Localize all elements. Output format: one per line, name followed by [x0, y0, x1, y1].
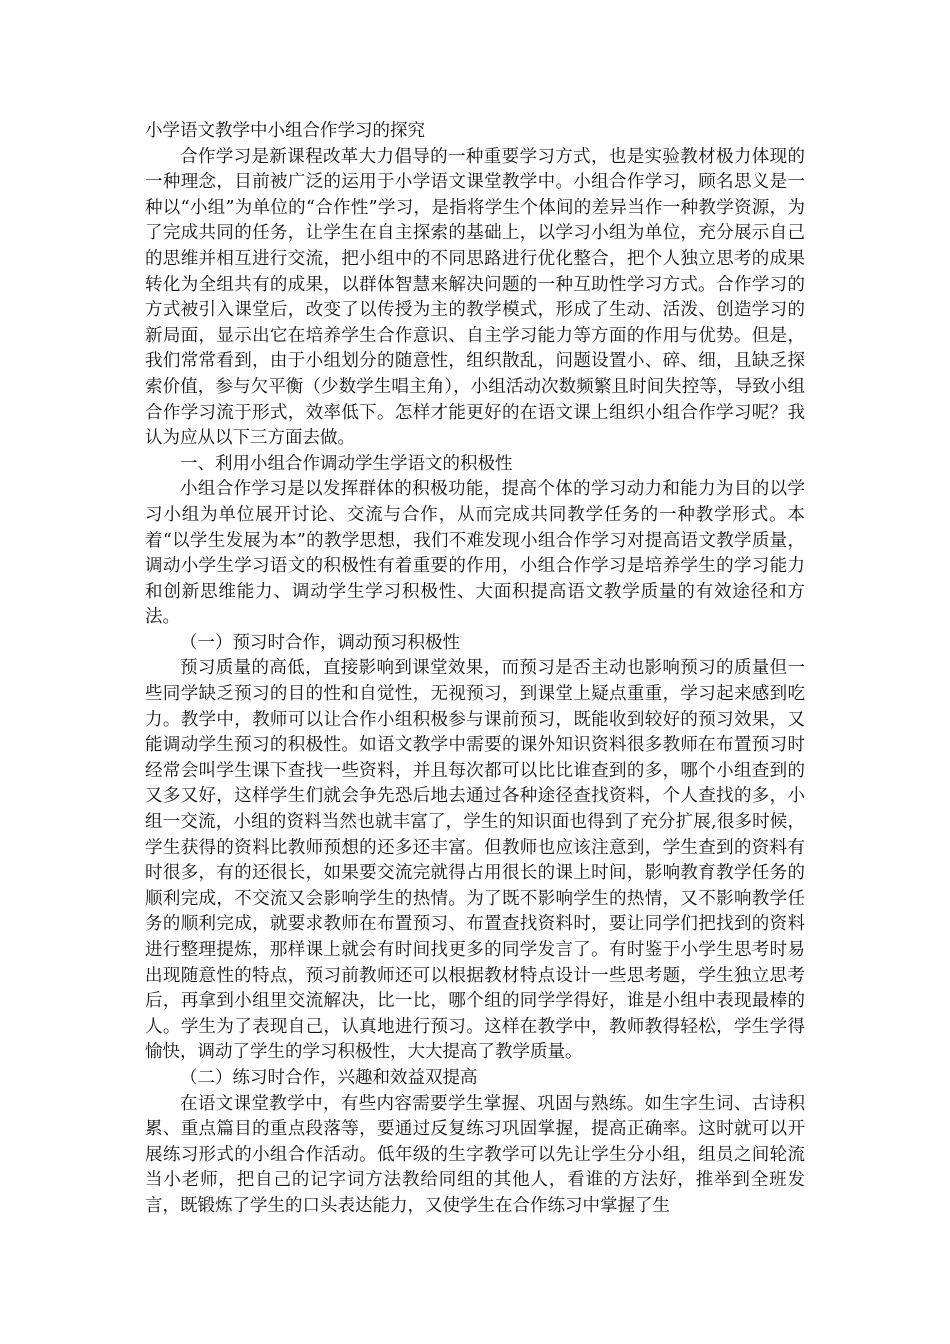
subsection-heading-1: （一）预习时合作，调动预习积极性: [180, 632, 460, 653]
paragraph-section-1: 小组合作学习是以发挥群体的积极功能，提高个体的学习动力和能力为目的以学习小组为单位展开讨论、交流与合作，从而完成共同教学任务的一种教学形式。本着“以学生发展为本”的教学思想，我们不难发现小组合作学习对提高语文教学质量，调动小学生学习语文的积极性有着重要的作用，小组合作学习是培养学生的学习能力和创新思维能力、调动学生学习积极性、大面积提高语文教学质量的有效途径和方法。: [145, 479, 805, 628]
subsection-heading-2: （二）练习时合作，兴趣和效益双提高: [180, 1067, 478, 1088]
section-heading-1: 一、利用小组合作调动学生学语文的积极性: [180, 453, 513, 474]
paragraph-preview: 预习质量的高低，直接影响到课堂效果，而预习是否主动也影响预习的质量但一些同学缺乏预习的目的性和自觉性，无视预习，到课堂上疑点重重，学习起来感到吃力。教学中，教师可以让合作小组积极参与课前预习，既能收到较好的预习效果，又能调动学生预习的积极性。如语文教学中需要的课外知识资料很多教师在布置预习时经常会叫学生课下查找一些资料，并且每次都可以比比谁查到的多，哪个小组查到的又多又好，这样学生们就会争先恐后地去通过各种途径查找资料，个人查找的多，小组一交流，小组的资料当然也就丰富了，学生的知识面也得到了充分扩展,很多时候，学生获得的资料比教师预想的还多还丰富。但教师也应该注意到，学生查到的资料有时很多，有的还很长，如果要交流完就得占用很长的课上时间，影响教育教学任务的顺利完成，不交流又会影响学生的热情。为了既不影响学生的热情，又不影响教学任务的顺利完成，就要求教师在布置预习、布置查找资料时，要让同学们把找到的资料进行整理提炼，那样课上就会有时间找更多的同学发言了。有时鉴于小学生思考时易出现随意性的特点，预习前教师还可以根据教材特点设计一些思考题，学生独立思考后，再拿到小组里交流解决，比一比，哪个组的同学学得好，谁是小组中表现最棒的人。学生为了表现自己，认真地进行预习。这样在教学中，教师教得轻松，学生学得愉快，调动了学生的学习积极性，大大提高了教学质量。: [145, 658, 805, 1063]
paragraph-intro: 合作学习是新课程改革大力倡导的一种重要学习方式，也是实验教材极力体现的一种理念，目前被广泛的运用于小学语文课堂教学中。小组合作学习，顾名思义是一种以“小组”为单位的“合作性”学习，是指将学生个体间的差异当作一种教学资源，为了完成共同的任务，让学生在自主探索的基础上，以学习小组为单位，充分展示自己的思维并相互进行交流，把小组中的不同思路进行优化整合，把个人独立思考的成果转化为全组共有的成果，以群体智慧来解决问题的一种互助性学习方式。合作学习的方式被引入课堂后，改变了以传授为主的教学模式，形成了生动、活泼、创造学习的新局面，显示出它在培养学生合作意识、自主学习能力等方面的作用与优势。但是，我们常常看到，由于小组划分的随意性，组织散乱，问题设置小、碎、细，且缺乏探索价值，参与欠平衡（少数学生唱主角），小组活动次数频繁且时间失控等，导致小组合作学习流于形式，效率低下。怎样才能更好的在语文课上组织小组合作学习呢？我认为应从以下三方面去做。: [145, 146, 805, 449]
document-page: [145, 119, 805, 1220]
document-title: 小学语文教学中小组合作学习的探究: [145, 121, 425, 141]
paragraph-practice: 在语文课堂教学中，有些内容需要学生掌握、巩固与熟练。如生字生词、古诗积累、重点篇目的重点段落等，要通过反复练习巩固掌握，提高正确率。这时就可以开展练习形式的小组合作活动。低年级的生字教学可以先让学生分小组，组员之间轮流当小老师，把自己的记字词方法教给同组的其他人，看谁的方法好，推举到全班发言，既锻炼了学生的口头表达能力，又使学生在合作练习中掌握了生: [145, 1093, 805, 1216]
